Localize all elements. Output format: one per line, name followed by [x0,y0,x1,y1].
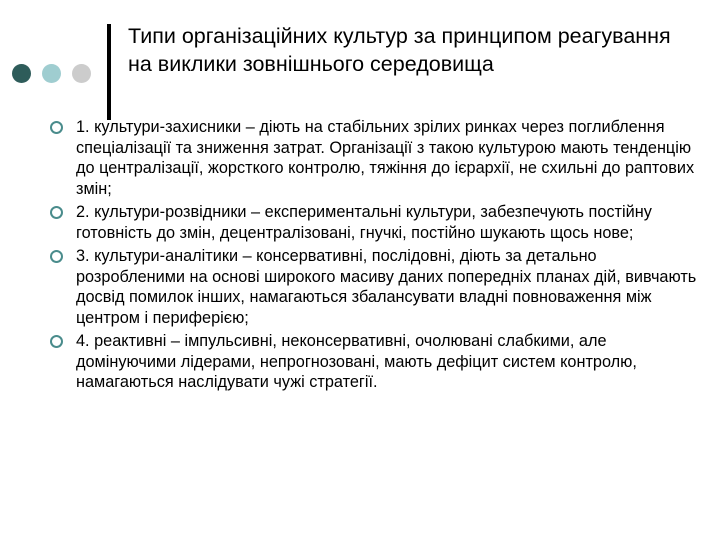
ring-bullet-icon [50,121,63,134]
bullet-item-2 [40,202,700,243]
dot-light-teal [42,64,61,83]
bullet-item-4 [40,331,700,393]
bullet-list [40,117,700,396]
bullet-item-3 [40,246,700,328]
ring-bullet-icon [50,206,63,219]
bullet-item-1 [40,117,700,199]
ring-bullet-icon [50,250,63,263]
bullet-text: 4. реактивні – імпульсивні, неконсервативні, очолювані слабкими, але домінуючими лідерами, непрогнозовані, мають дефіцит систем контролю, намагаються наслідувати чужі стратегії. [76,332,637,391]
ring-bullet-icon [50,335,63,348]
bullet-text: 1. культури-захисники – діють на стабільних зрілих ринках через поглиблення спеціалізації та зниження затрат. Організації з такою культурою мають тенденцію до централізації, жорсткого контролю, тяжіння до ієрархії, не схильні до раптових змін; [76,118,695,198]
title-divider [107,24,111,120]
decorative-dots [12,64,91,83]
dot-grey [72,64,91,83]
dot-dark-teal [12,64,31,83]
bullet-text: 2. культури-розвідники – експериментальні культури, забезпечують постійну готовність до змін, децентралізовані, гнучкі, постійно шукають щось нове; [76,203,652,242]
bullet-text: 3. культури-аналітики – консервативні, послідовні, діють за детально розробленими на основі широкого масиву даних попередніх планах дій, вивчають досвід помилок інших, намагаються збалансувати владні повноваження між центром і периферією; [76,247,697,327]
slide-title: Типи організаційних культур за принципом реагування на виклики зовнішнього середовища [128,24,671,76]
